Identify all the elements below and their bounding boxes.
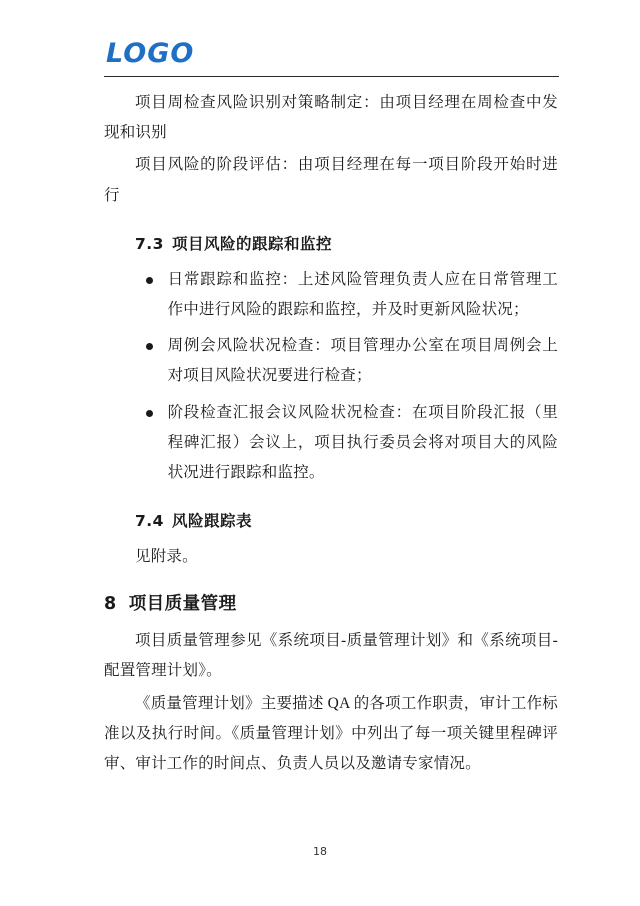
bullet-list-7-3 xyxy=(104,265,558,489)
paragraph-quality-1: 项目质量管理参见《系统项目-质量管理计划》和《系统项目-配置管理计划》。 xyxy=(104,632,558,680)
list-item: 周例会风险状况检查：项目管理办公室在项目周例会上对项目风险状况要进行检查； xyxy=(146,331,558,391)
paragraph-risk-weekly: 项目周检查风险识别对策略制定：由项目经理在周检查中发现和识别 xyxy=(104,94,558,142)
heading-7-3-number: 7.3 xyxy=(135,234,164,253)
paragraph-7-4-body: 见附录。 xyxy=(135,548,198,566)
page-header xyxy=(82,0,558,78)
list-item: 阶段检查汇报会议风险状况检查：在项目阶段汇报（里程碑汇报）会议上，项目执行委员会将对项目大的风险状况进行跟踪和监控。 xyxy=(146,398,558,489)
paragraph-quality-2: 《质量管理计划》主要描述 QA 的各项工作职责，审计工作标准以及执行时间。《质量管理计划》中列出了每一项关键里程碑评审、审计工作的时间点、负责人员以及邀请专家情况。 xyxy=(104,694,558,773)
heading-chapter-8-number: 8 xyxy=(104,594,117,615)
heading-7-3 xyxy=(104,231,558,259)
page-number: 18 xyxy=(313,845,327,858)
list-item: 日常跟踪和监控：上述风险管理负责人应在日常管理工作中进行风险的跟踪和监控，并及时更新风险状况； xyxy=(146,265,558,325)
logo: LOGO xyxy=(106,38,195,69)
heading-7-4-number: 7.4 xyxy=(135,512,164,531)
heading-7-4 xyxy=(104,508,558,536)
paragraph-risk-stage: 项目风险的阶段评估：由项目经理在每一项目阶段开始时进行 xyxy=(104,156,558,204)
header-divider xyxy=(104,76,559,77)
page-content xyxy=(104,78,558,779)
heading-chapter-8-title: 项目质量管理 xyxy=(128,594,237,615)
heading-7-4-title: 风险跟踪表 xyxy=(171,512,252,531)
heading-7-3-title: 项目风险的跟踪和监控 xyxy=(171,234,332,253)
heading-chapter-8 xyxy=(104,590,558,620)
